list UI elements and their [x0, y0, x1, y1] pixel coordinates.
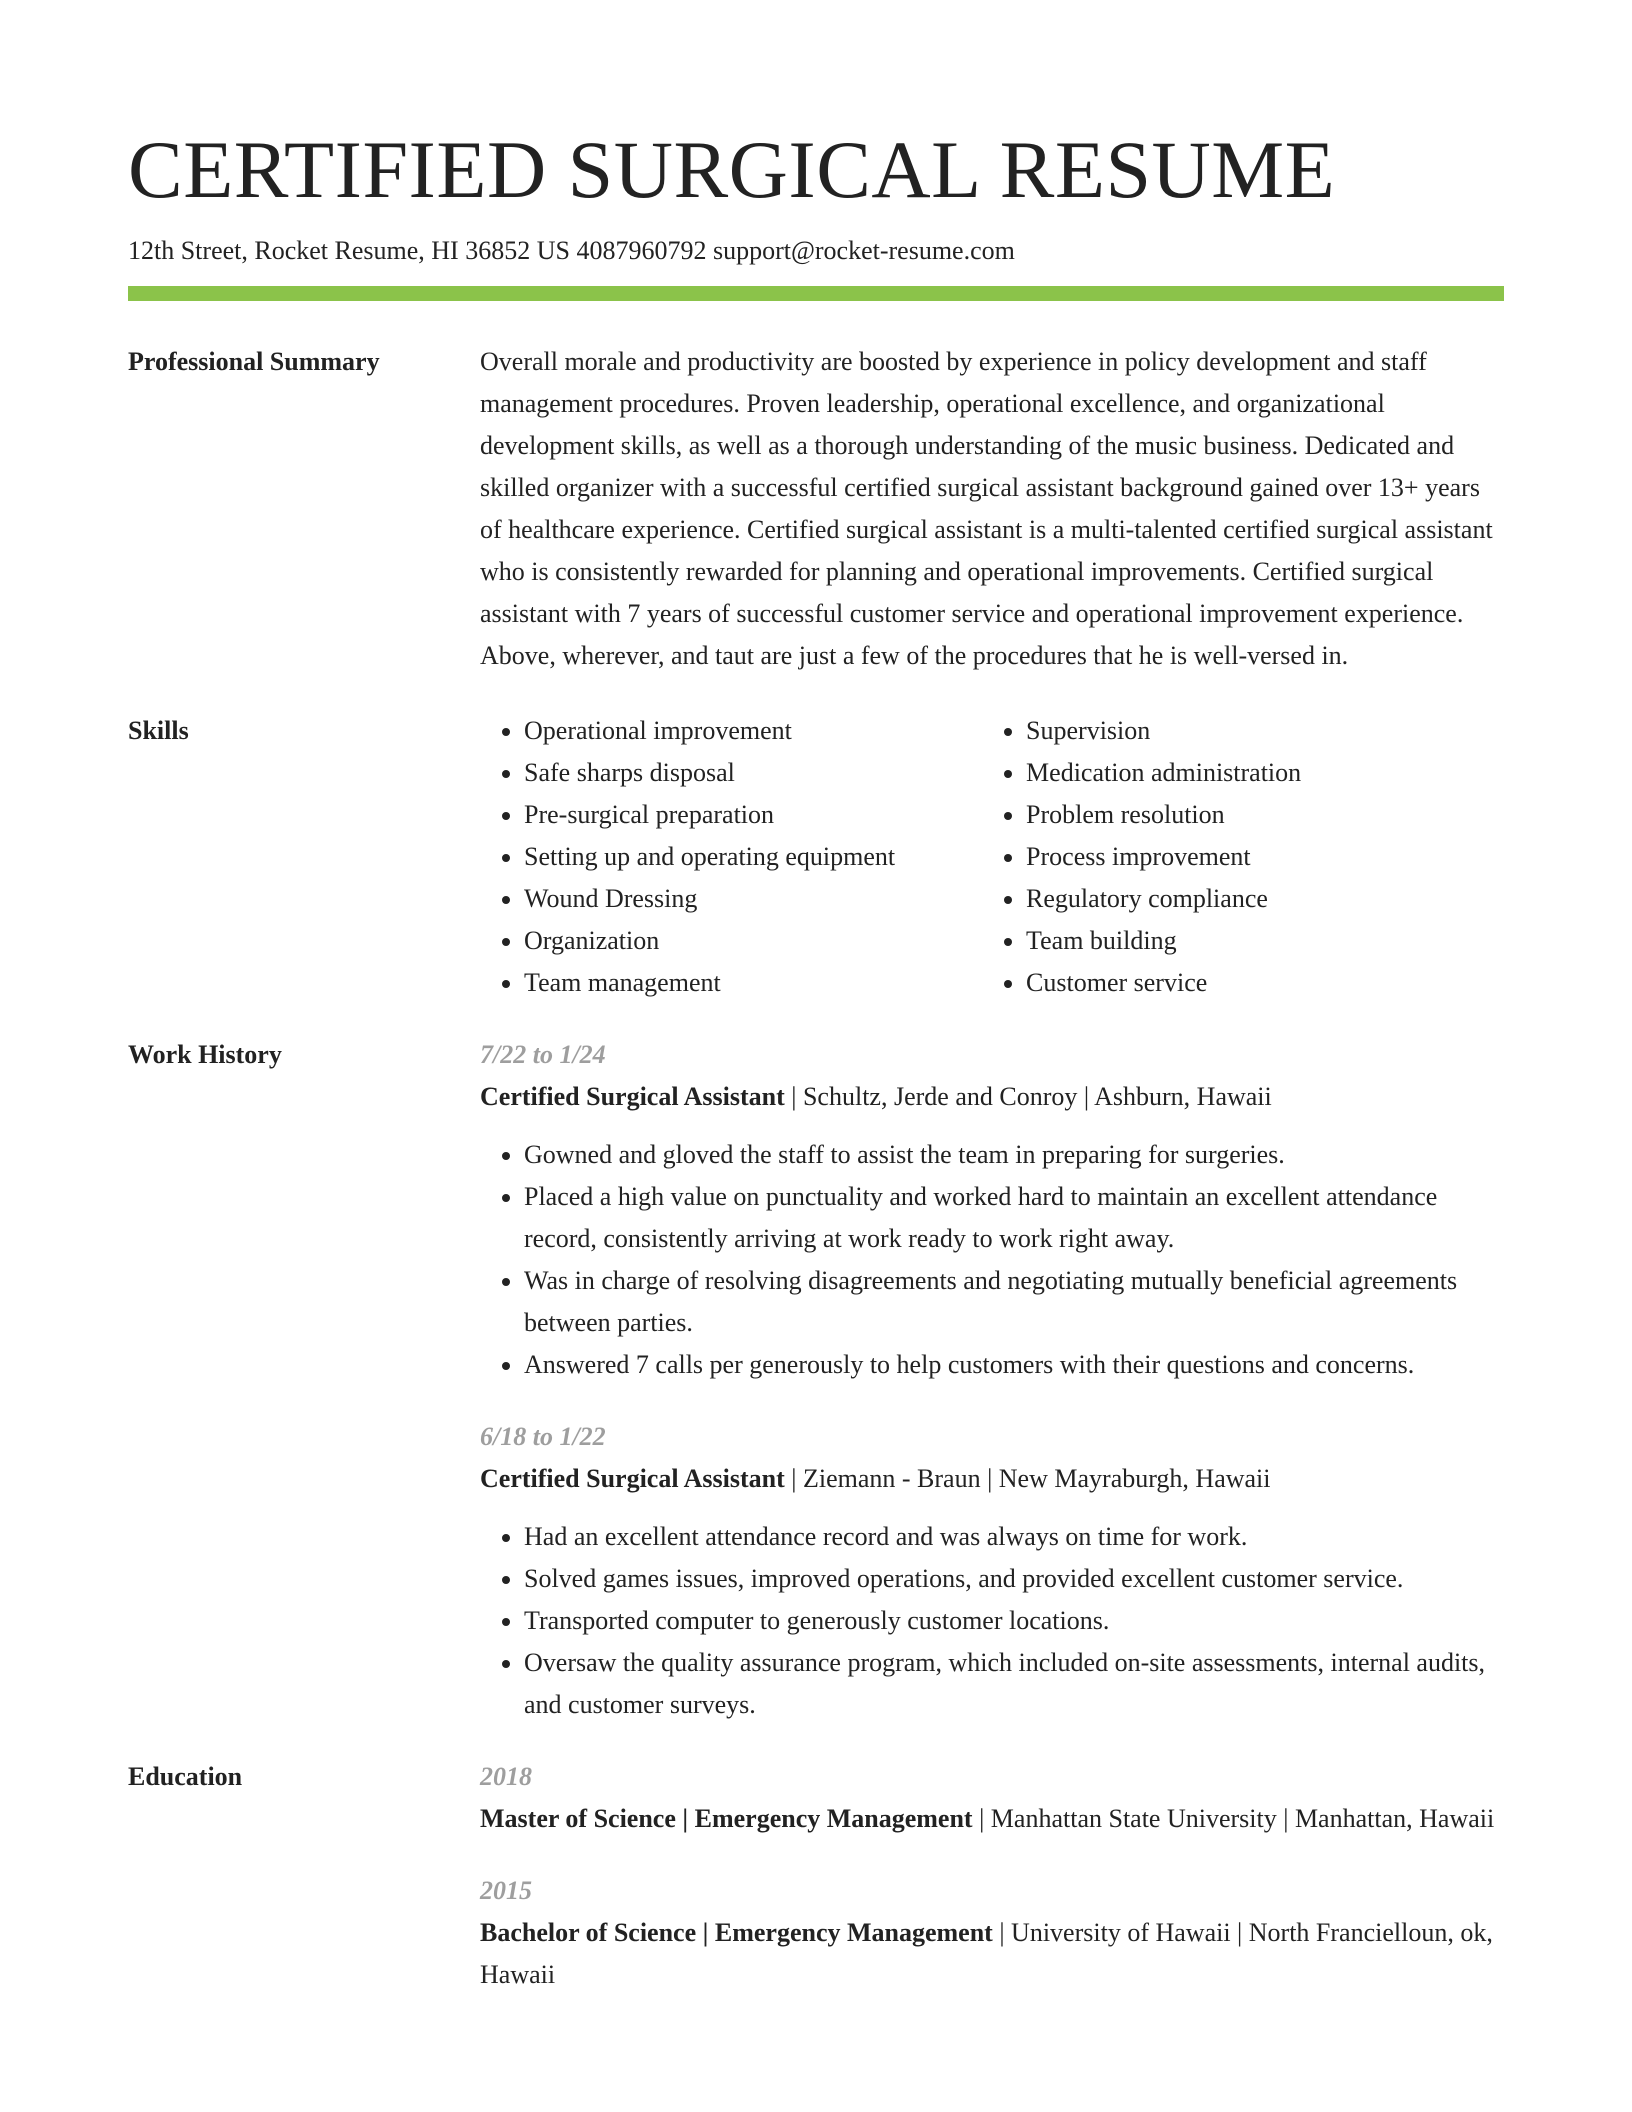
job-bullets [480, 1516, 1504, 1726]
skills-list-left [480, 710, 982, 1004]
skill-item: • Setting up and operating equipment [524, 836, 982, 878]
skill-item: • Team management [524, 962, 982, 1004]
skill-item: • Wound Dressing [524, 878, 982, 920]
contact-line [128, 234, 1504, 268]
section-heading-education: Education [128, 1762, 243, 1791]
resume-title: CERTIFIED SURGICAL RESUME [128, 124, 1336, 215]
job-bullet: • Solved games issues, improved operations, and provided excellent customer service. [524, 1558, 1504, 1600]
degree-title: Master of Science | Emergency Management [480, 1804, 973, 1833]
summary-text: Overall morale and productivity are boosted by experience in policy development and staff management procedures. Proven leadership, operational excellence, and organizational development skills, as well as a thorough understanding of the music business. Dedicated and skilled organizer with a successful certified surgical assistant background gained over 13+ years of healthcare experience. Certified surgical assistant is a multi-talented certified surgical assistant who is consistently rewarded for planning and operational improvements. Certified surgical assistant with 7 years of successful customer service and operational improvement experience. Above, wherever, and taut are just a few of the procedures that he is well-versed in. [480, 347, 1493, 670]
job-entry [480, 1416, 1504, 1726]
section-heading-work: Work History [128, 1040, 282, 1069]
job-bullet: • Gowned and gloved the staff to assist the team in preparing for surgeries. [524, 1134, 1504, 1176]
education-section [128, 1756, 1504, 1996]
skills-section [128, 710, 1504, 1004]
resume-page [128, 0, 1504, 1996]
section-heading-skills: Skills [128, 716, 189, 745]
skill-item: • Safe sharps disposal [524, 752, 982, 794]
skill-item: • Medication administration [1026, 752, 1504, 794]
skill-item: • Pre-surgical preparation [524, 794, 982, 836]
job-bullets [480, 1134, 1504, 1386]
contact-address: 12th Street, Rocket Resume, HI 36852 US [128, 236, 570, 265]
education-entry [480, 1756, 1504, 1840]
education-year: 2015 [480, 1876, 532, 1905]
skills-list-right [982, 710, 1504, 1004]
skill-item: • Regulatory compliance [1026, 878, 1504, 920]
job-bullet: • Had an excellent attendance record and was always on time for work. [524, 1516, 1504, 1558]
job-bullet: • Transported computer to generously customer locations. [524, 1600, 1504, 1642]
education-entry [480, 1870, 1504, 1996]
job-title-line [480, 1458, 1504, 1500]
summary-section [128, 341, 1504, 677]
job-bullet: • Placed a high value on punctuality and worked hard to maintain an excellent attendance record, consistently arriving at work ready to work right away. [524, 1176, 1504, 1260]
job-title-line [480, 1076, 1504, 1118]
skill-item: • Process improvement [1026, 836, 1504, 878]
skill-item: • Team building [1026, 920, 1504, 962]
skill-item: • Customer service [1026, 962, 1504, 1004]
job-bullet: • Answered 7 calls per generously to help customers with their questions and concerns. [524, 1344, 1504, 1386]
accent-divider [128, 286, 1504, 301]
contact-email: support@rocket-resume.com [712, 236, 1015, 265]
job-dates: 6/18 to 1/22 [480, 1422, 606, 1451]
job-dates: 7/22 to 1/24 [480, 1040, 606, 1069]
job-bullet: • Oversaw the quality assurance program, which included on-site assessments, internal audits, and customer surveys. [524, 1642, 1504, 1726]
skill-item: • Supervision [1026, 710, 1504, 752]
job-title: Certified Surgical Assistant [480, 1464, 785, 1493]
education-year: 2018 [480, 1762, 532, 1791]
skill-item: • Problem resolution [1026, 794, 1504, 836]
job-title: Certified Surgical Assistant [480, 1082, 785, 1111]
job-employer: | Schultz, Jerde and Conroy | Ashburn, Hawaii [784, 1082, 1272, 1111]
degree-line [480, 1912, 1504, 1996]
contact-phone: 4087960792 [576, 236, 707, 265]
skill-item: • Organization [524, 920, 982, 962]
degree-title: Bachelor of Science | Emergency Management [480, 1918, 993, 1947]
school-details: | Manhattan State University | Manhattan, Hawaii [972, 1804, 1495, 1833]
school-details: | University of Hawaii | North Francielloun, ok, Hawaii [480, 1918, 1493, 1989]
section-heading-summary: Professional Summary [128, 347, 380, 376]
job-entry [480, 1034, 1504, 1386]
job-employer: | Ziemann - Braun | New Mayraburgh, Hawaii [784, 1464, 1271, 1493]
skill-item: • Operational improvement [524, 710, 982, 752]
degree-line [480, 1798, 1504, 1840]
job-bullet: • Was in charge of resolving disagreements and negotiating mutually beneficial agreements between parties. [524, 1260, 1504, 1344]
work-history-section [128, 1034, 1504, 1726]
